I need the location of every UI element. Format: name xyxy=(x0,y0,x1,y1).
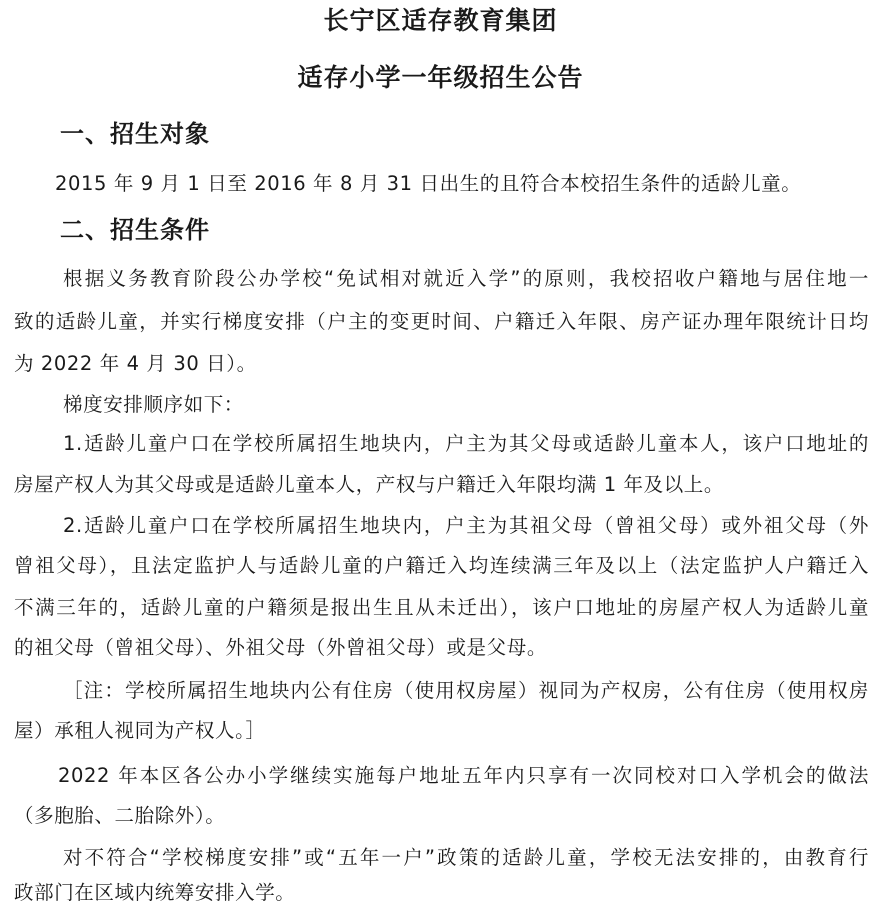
para1-line-2: 致的适龄儿童，并实行梯度安排（户主的变更时间、户籍迁入年限、房产证办理年限统计日均 xyxy=(14,310,869,333)
fallback-line-1: 对不符合“学校梯度安排”或“五年一户”政策的适龄儿童，学校无法安排的，由教育行 xyxy=(63,846,869,869)
note-line-1: ［注：学校所属招生地块内公有住房（使用权房屋）视同为产权房，公有住房（使用权房 xyxy=(63,679,869,702)
order-intro: 梯度安排顺序如下： xyxy=(63,393,244,416)
section1-body: 2015 年 9 月 1 日至 2016 年 8 月 31 日出生的且符合本校招生条件的适龄儿童。 xyxy=(55,172,802,195)
section2-heading: 二、招生条件 xyxy=(60,216,210,244)
org-title: 长宁区适存教育集团 xyxy=(323,6,558,35)
item2-line-4: 的祖父母（曾祖父母）、外祖父母（外曾祖父母）或是父母。 xyxy=(14,636,547,659)
note-line-2: 屋）承租人视同为产权人。］ xyxy=(14,719,266,742)
fallback-line-2: 政部门在区域内统筹安排入学。 xyxy=(14,881,296,904)
item2-line-2: 曾祖父母），且法定监护人与适龄儿童的户籍迁入均连续满三年及以上（法定监护人户籍迁入 xyxy=(14,554,869,577)
item2-line-3: 不满三年的，适龄儿童的户籍须是报出生且从未迁出），该户口地址的房屋产权人为适龄儿童 xyxy=(14,596,869,619)
notice-title: 适存小学一年级招生公告 xyxy=(297,63,584,92)
item1-line-2: 房屋产权人为其父母或是适龄儿童本人，产权与户籍迁入年限均满 1 年及以上。 xyxy=(14,473,725,496)
para1-line-3: 为 2022 年 4 月 30 日）。 xyxy=(14,352,257,375)
item2-line-1: 2.适龄儿童户口在学校所属招生地块内，户主为其祖父母（曾祖父母）或外祖父母（外 xyxy=(63,514,869,537)
para1-line-1: 根据义务教育阶段公办学校“免试相对就近入学”的原则，我校招收户籍地与居住地一 xyxy=(63,267,869,290)
item1-line-1: 1.适龄儿童户口在学校所属招生地块内，户主为其父母或适龄儿童本人，该户口地址的 xyxy=(63,432,869,455)
policy-line-2: （多胞胎、二胎除外）。 xyxy=(14,804,226,827)
policy-line-1: 2022 年本区各公办小学继续实施每户地址五年内只享有一次同校对口入学机会的做法 xyxy=(58,764,869,787)
section1-heading: 一、招生对象 xyxy=(60,120,210,148)
